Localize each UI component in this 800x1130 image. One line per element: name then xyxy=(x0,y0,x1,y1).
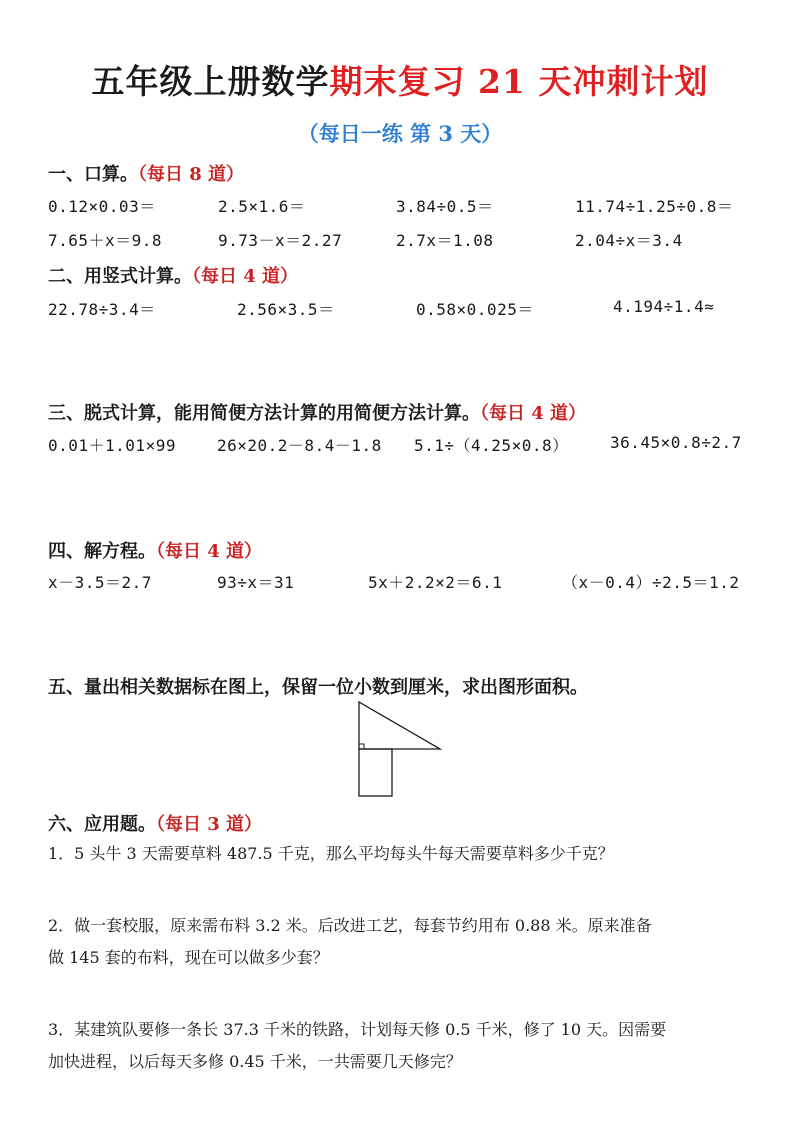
word-problem-1: 1．5 头牛 3 天需要草料 487.5 千克，那么平均每头牛每天需要草料多少千克？ xyxy=(48,844,614,863)
vertical-calc-problem: 4.194÷1.4≈ xyxy=(613,297,715,316)
equation-problem: x－3.5＝2.7 xyxy=(48,573,152,592)
step-calc-problem: 36.45×0.8÷2.7 xyxy=(610,433,742,452)
equation-problem: 5x＋2.2×2＝6.1 xyxy=(368,573,503,592)
vertical-calc-problem: 22.78÷3.4＝ xyxy=(48,300,156,319)
oral-problem: 11.74÷1.25÷0.8＝ xyxy=(575,197,734,216)
oral-row-2 xyxy=(0,228,800,252)
oral-row-1 xyxy=(0,194,800,218)
word-problem-2-line1: 2．做一套校服，原来需布料 3.2 米。后改进工艺，每套节约用布 0.88 米。原来准备 xyxy=(48,916,652,935)
step-calc-problem: 26×20.2－8.4－1.8 xyxy=(217,436,382,455)
oral-problem: 2.7x＝1.08 xyxy=(396,231,494,250)
vertical-calc-row xyxy=(0,297,800,321)
equation-row xyxy=(0,570,800,594)
title-part2: 期末复习 21 天冲刺计划 xyxy=(329,62,709,101)
oral-problem: 0.12×0.03＝ xyxy=(48,197,156,216)
section2-heading xyxy=(48,262,298,288)
equation-problem: 93÷x＝31 xyxy=(217,573,295,592)
page-subtitle: （每日一练 第 3 天） xyxy=(297,121,503,146)
word-problem-2-line2: 做 145 套的布料，现在可以做多少套？ xyxy=(48,948,329,967)
section3-heading xyxy=(48,399,586,425)
oral-problem: 2.5×1.6＝ xyxy=(218,197,306,216)
vertical-calc-problem: 2.56×3.5＝ xyxy=(237,300,335,319)
section6-title: 六、应用题。 xyxy=(48,814,156,835)
section1-note: （每日 8 道） xyxy=(138,164,245,185)
step-calc-problem: 5.1÷（4.25×0.8） xyxy=(414,436,569,455)
oral-problem: 2.04÷x＝3.4 xyxy=(575,231,683,250)
section5-heading xyxy=(48,673,588,699)
step-calc-row xyxy=(0,433,800,457)
composite-shape-figure xyxy=(348,700,448,800)
section1-title: 一、口算。 xyxy=(48,164,138,185)
word-problem-3-line1: 3．某建筑队要修一条长 37.3 千米的铁路，计划每天修 0.5 千米，修了 10 天。因需要 xyxy=(48,1020,667,1039)
step-calc-problem: 0.01＋1.01×99 xyxy=(48,436,176,455)
section1-heading xyxy=(48,160,244,186)
section2-title: 二、用竖式计算。 xyxy=(48,266,192,287)
section6-note: （每日 3 道） xyxy=(156,814,263,835)
section3-title: 三、脱式计算，能用简便方法计算的用简便方法计算。 xyxy=(48,403,480,424)
equation-problem: （x－0.4）÷2.5＝1.2 xyxy=(562,573,740,592)
page-title xyxy=(0,56,800,103)
section2-note: （每日 4 道） xyxy=(192,266,299,287)
oral-problem: 9.73－x＝2.27 xyxy=(218,231,343,250)
vertical-calc-problem: 0.58×0.025＝ xyxy=(416,300,534,319)
title-part1: 五年级上册数学 xyxy=(91,62,330,101)
oral-problem: 3.84÷0.5＝ xyxy=(396,197,494,216)
section4-title: 四、解方程。 xyxy=(48,541,156,562)
triangle-shape xyxy=(359,702,440,749)
right-angle-mark xyxy=(359,744,364,749)
oral-problem: 7.65＋x＝9.8 xyxy=(48,231,163,250)
section5-title: 五、量出相关数据标在图上，保留一位小数到厘米，求出图形面积。 xyxy=(48,677,588,698)
section3-note: （每日 4 道） xyxy=(480,403,587,424)
section6-heading xyxy=(48,810,262,836)
section4-note: （每日 4 道） xyxy=(156,541,263,562)
rectangle-shape xyxy=(359,749,392,796)
section4-heading xyxy=(48,537,262,563)
word-problem-3-line2: 加快进程，以后每天多修 0.45 千米，一共需要几天修完？ xyxy=(48,1052,462,1071)
